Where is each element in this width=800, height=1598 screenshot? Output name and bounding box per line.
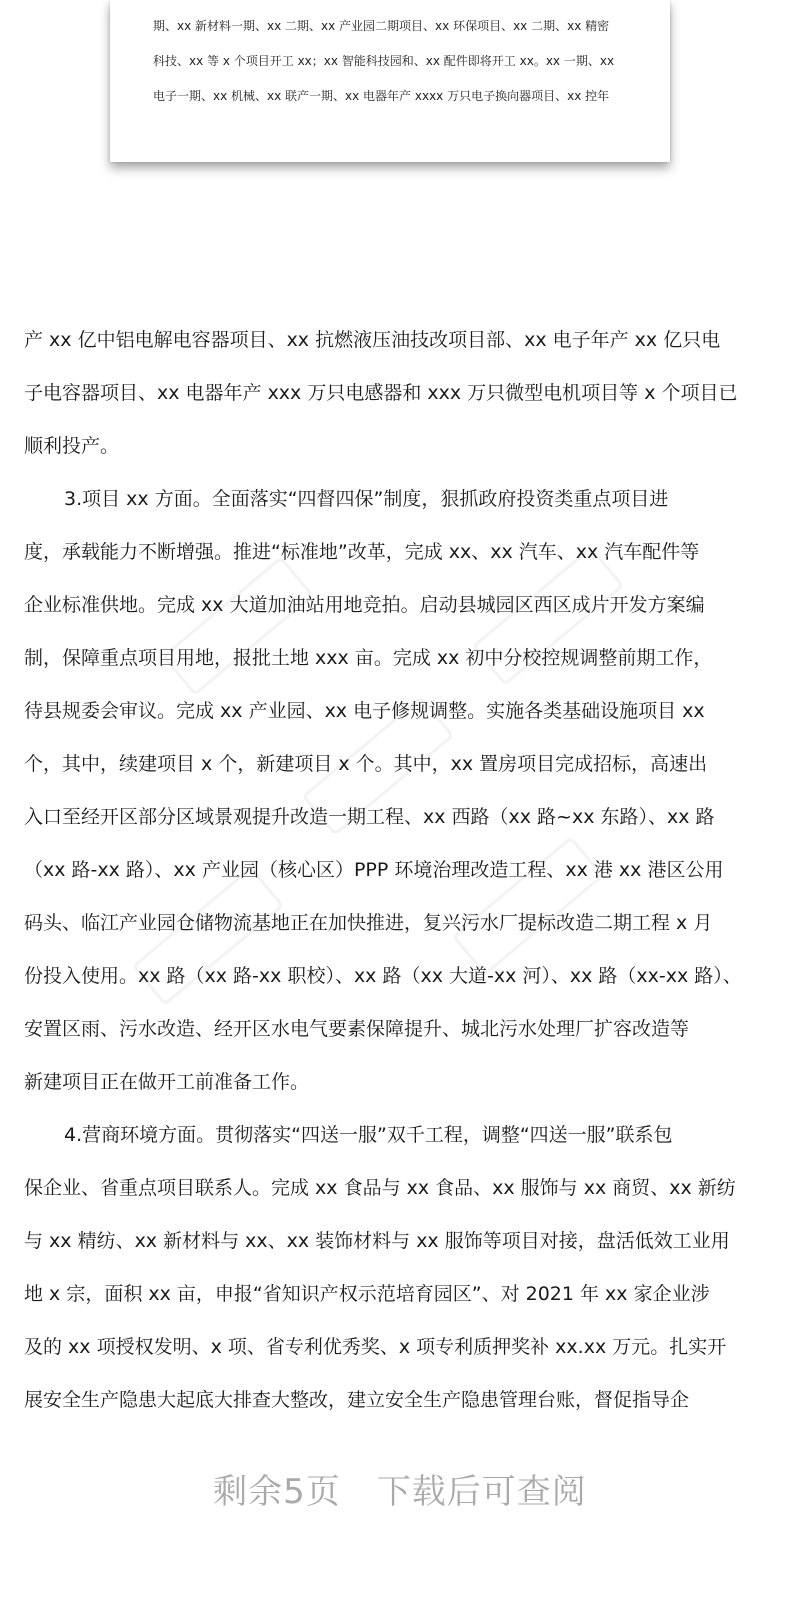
preview-line: 电子一期、xx 机械、xx 联产一期、xx 电器年产 xxxx 万只电子换向器项目、xx 控年 [153, 89, 610, 103]
body-line: 及的 xx 项授权发明、x 项、省专利优秀奖、x 项专利质押奖补 xx.xx 万元。扎实开 [24, 1336, 727, 1358]
watermark-mark [452, 836, 605, 976]
body-line: 保企业、省重点项目联系人。完成 xx 食品与 xx 食品、xx 服饰与 xx 商贸、xx 新纺 [24, 1177, 736, 1199]
body-line: 安置区雨、污水改造、经开区水电气要素保障提升、城北污水处理厂扩容改造等 [24, 1018, 690, 1040]
preview-line: 科技、xx 等 x 个项目开工 xx；xx 智能科技园和、xx 配件即将开工 xx。xx 一期、xx [153, 54, 615, 68]
body-line: 制，保障重点项目用地，报批土地 xxx 亩。完成 xx 初中分校控规调整前期工作， [24, 647, 713, 669]
body-line: 码头、临江产业园仓储物流基地正在加快推进，复兴污水厂提标改造二期工程 x 月 [24, 912, 713, 934]
body-line: 地 x 宗，面积 xx 亩，申报“省知识产权示范培育园区”、对 2021 年 xx 家企业涉 [24, 1283, 710, 1305]
body-line: 子电容器项目、xx 电器年产 xxx 万只电感器和 xxx 万只微型电机项目等 x 个项目已 [24, 382, 738, 404]
document-preview-card [110, 0, 670, 162]
preview-line: 期、xx 新材料一期、xx 二期、xx 产业园二期项目、xx 环保项目、xx 二期、xx 精密 [153, 19, 610, 33]
body-line: 份投入使用。xx 路（xx 路-xx 职校）、xx 路（xx 大道-xx 河）、xx 路（xx-xx 路）、 [24, 965, 742, 987]
download-prompt[interactable] [0, 1472, 800, 1512]
body-line: 新建项目正在做开工前准备工作。 [24, 1071, 310, 1093]
body-line: 度，承载能力不断增强。推进“标准地”改革，完成 xx、xx 汽车、xx 汽车配件等 [24, 541, 700, 563]
paragraph-heading: 3.项目 xx 方面。全面落实“四督四保”制度，狠抓政府投资类重点项目进 [64, 488, 669, 510]
body-line: 企业标准供地。完成 xx 大道加油站用地竞拍。启动县城园区西区成片开发方案编 [24, 594, 705, 616]
body-line: （xx 路-xx 路）、xx 产业园（核心区）PPP 环境治理改造工程、xx 港 xx 港区公用 [24, 859, 724, 881]
body-line: 入口至经开区部分区域景观提升改造一期工程、xx 西路（xx 路~xx 东路）、xx 路 [24, 806, 715, 828]
body-line: 个，其中，续建项目 x 个，新建项目 x 个。其中，xx 置房项目完成招标，高速出 [24, 753, 708, 775]
body-line: 与 xx 精纺、xx 新材料与 xx、xx 装饰材料与 xx 服饰等项目对接，盘活低效工业用 [24, 1230, 730, 1252]
remaining-pages-label: 剩余5页 [213, 1472, 341, 1512]
body-line: 产 xx 亿中铝电解电容器项目、xx 抗燃液压油技改项目部、xx 电子年产 xx 亿只电 [24, 329, 721, 351]
body-line: 顺利投产。 [24, 435, 120, 457]
download-hint-label: 下载后可查阅 [376, 1472, 587, 1512]
body-line: 待县规委会审议。完成 xx 产业园、xx 电子修规调整。实施各类基础设施项目 xx [24, 700, 705, 722]
paragraph-heading: 4.营商环境方面。贯彻落实“四送一服”双千工程，调整“四送一服”联系包 [64, 1124, 673, 1146]
watermark-mark [162, 556, 315, 696]
body-line: 展安全生产隐患大起底大排查大整改，建立安全生产隐患管理台账，督促指导企 [24, 1389, 690, 1411]
